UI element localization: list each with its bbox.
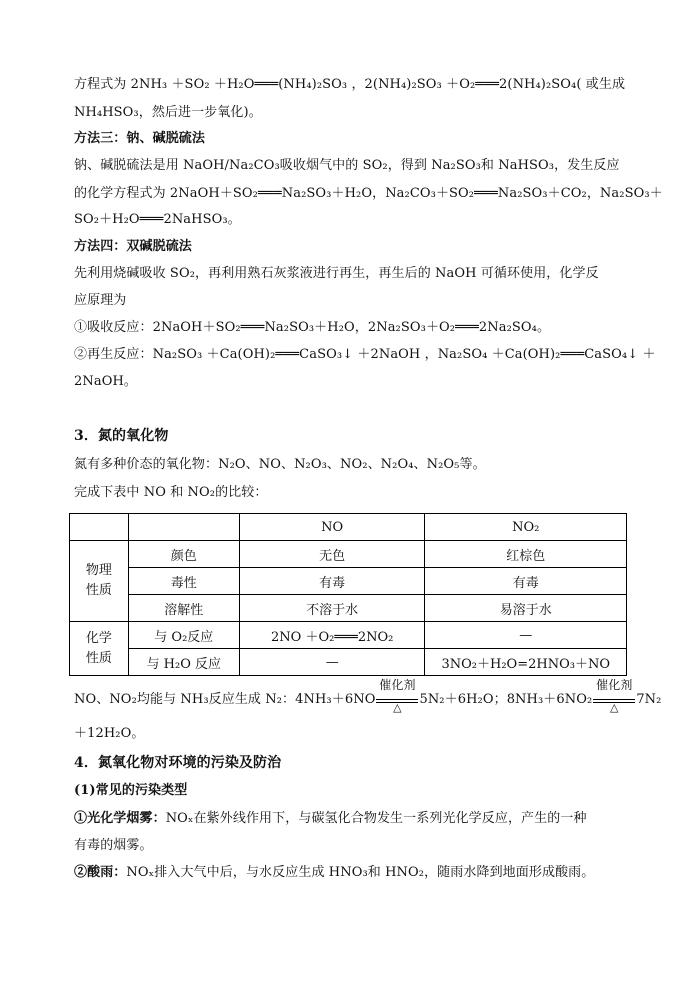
table-header-row xyxy=(70,514,627,541)
subsection-heading: (1)常见的污染类型 xyxy=(74,783,188,798)
text-line: SO₂＋H₂O═══2NaHSO₃。 xyxy=(74,212,241,227)
property-cell: 毒性 xyxy=(128,568,239,595)
no2-cell: 易溶于水 xyxy=(425,595,627,622)
property-cell: 颜色 xyxy=(128,541,239,568)
category-label: 化学 xyxy=(85,630,112,646)
property-cell: 溶解性 xyxy=(128,595,239,622)
equals-bar xyxy=(593,699,635,700)
no-cell: 不溶于水 xyxy=(239,595,425,622)
category-label: 性质 xyxy=(85,583,112,598)
section-3-heading: 3．氮的氧化物 xyxy=(74,428,169,444)
no2-cell: 红棕色 xyxy=(425,541,627,568)
table-header-no: NO xyxy=(239,514,425,541)
method-3-heading: 方法三：钠、碱脱硫法 xyxy=(74,131,206,146)
heat-symbol: △ xyxy=(610,701,619,714)
category-chemical xyxy=(70,622,129,676)
no-cell: 无色 xyxy=(239,541,425,568)
table-row xyxy=(70,649,627,676)
text-line: 应原理为 xyxy=(74,293,127,308)
category-physical xyxy=(70,541,129,622)
category-label: 性质 xyxy=(85,650,112,666)
heat-symbol: △ xyxy=(393,701,402,714)
property-cell: 与 O₂反应 xyxy=(128,622,239,649)
text-line: 先利用烧碱吸收 SO₂，再利用熟石灰浆液进行再生，再生后的 NaOH 可循环使用，化学反 xyxy=(74,266,599,281)
no-cell: 有毒 xyxy=(239,568,425,595)
no2-cell: 3NO₂＋H₂O=2HNO₃＋NO xyxy=(425,649,627,676)
method-4-heading: 方法四：双碱脱硫法 xyxy=(74,239,192,254)
text-segment: NOₓ排入大气中后，与水反应生成 HNO₃和 HNO₂，随雨水降到地面形成酸雨。 xyxy=(126,865,595,880)
table-row xyxy=(70,595,627,622)
regeneration-reaction: ②再生反应：Na₂SO₃ ＋Ca(OH)₂═══CaSO₃↓ ＋2NaOH ，Na₂SO₄ ＋Ca(OH)₂═══CaSO₄↓ ＋ xyxy=(74,347,656,362)
section-4-heading: 4．氮氧化物对环境的污染及防治 xyxy=(74,755,282,771)
text-segment: NO、NO₂均能与 NH₃反应生成 N₂：4NH₃＋6NO xyxy=(74,692,376,707)
text-line: 完成下表中 NO 和 NO₂的比较： xyxy=(74,485,268,500)
catalyst-label: 催化剂 xyxy=(379,678,416,692)
photochemical-smog-line xyxy=(74,809,634,829)
reaction-condition xyxy=(375,678,419,714)
text-line: 钠、碱脱硫法是用 NaOH/Na₂CO₃吸收烟气中的 SO₂，得到 Na₂SO₃和 NaHSO₃，发生反应 xyxy=(74,158,620,173)
property-cell: 与 H₂O 反应 xyxy=(128,649,239,676)
text-line: 有毒的烟雾。 xyxy=(74,838,153,853)
reaction-condition xyxy=(592,678,636,714)
text-segment: 7N₂ xyxy=(636,692,662,707)
absorption-reaction: ①吸收反应：2NaOH＋SO₂═══Na₂SO₃＋H₂O，2Na₂SO₃＋O₂═══2Na₂SO₄。 xyxy=(74,320,551,335)
table-row xyxy=(70,622,627,649)
acid-rain-line xyxy=(74,863,634,883)
category-label: 物理 xyxy=(85,563,112,578)
catalyst-label: 催化剂 xyxy=(596,678,633,692)
no-cell: — xyxy=(239,649,425,676)
no2-cell: 有毒 xyxy=(425,568,627,595)
text-segment: NOₓ在紫外线作用下，与碳氢化合物发生一系列光化学反应，产生的一种 xyxy=(165,811,587,826)
text-line: NH₄HSO₃，然后进一步氧化)。 xyxy=(74,105,262,120)
table-cell xyxy=(128,514,239,541)
equals-bar xyxy=(376,699,418,700)
no2-cell: — xyxy=(425,622,627,649)
table-header-no2: NO₂ xyxy=(425,514,627,541)
text-line: 的化学方程式为 2NaOH＋SO₂═══Na₂SO₃＋H₂O，Na₂CO₃＋SO₂═══Na₂SO₃＋CO₂，Na₂SO₃＋ xyxy=(74,186,663,201)
text-segment: 5N₂＋6H₂O；8NH₃＋6NO₂ xyxy=(419,692,593,707)
comparison-table xyxy=(69,513,627,676)
no-cell: 2NO ＋O₂═══2NO₂ xyxy=(239,622,425,649)
term-label: ②酸雨： xyxy=(74,865,127,880)
text-line: 2NaOH。 xyxy=(74,374,137,389)
table-row xyxy=(70,541,627,568)
ammonia-reaction-line xyxy=(74,678,662,714)
term-label: ①光化学烟雾： xyxy=(74,811,166,826)
table-cell xyxy=(70,514,129,541)
text-line: ＋12H₂O。 xyxy=(74,726,145,741)
text-line: 氮有多种价态的氧化物：N₂O、NO、N₂O₃、NO₂、N₂O₄、N₂O₅等。 xyxy=(74,457,486,472)
table-row xyxy=(70,568,627,595)
text-line: 方程式为 2NH₃ ＋SO₂ ＋H₂O═══(NH₄)₂SO₃ ，2(NH₄)₂SO₃ ＋O₂═══2(NH₄)₂SO₄( 或生成 xyxy=(74,77,626,92)
